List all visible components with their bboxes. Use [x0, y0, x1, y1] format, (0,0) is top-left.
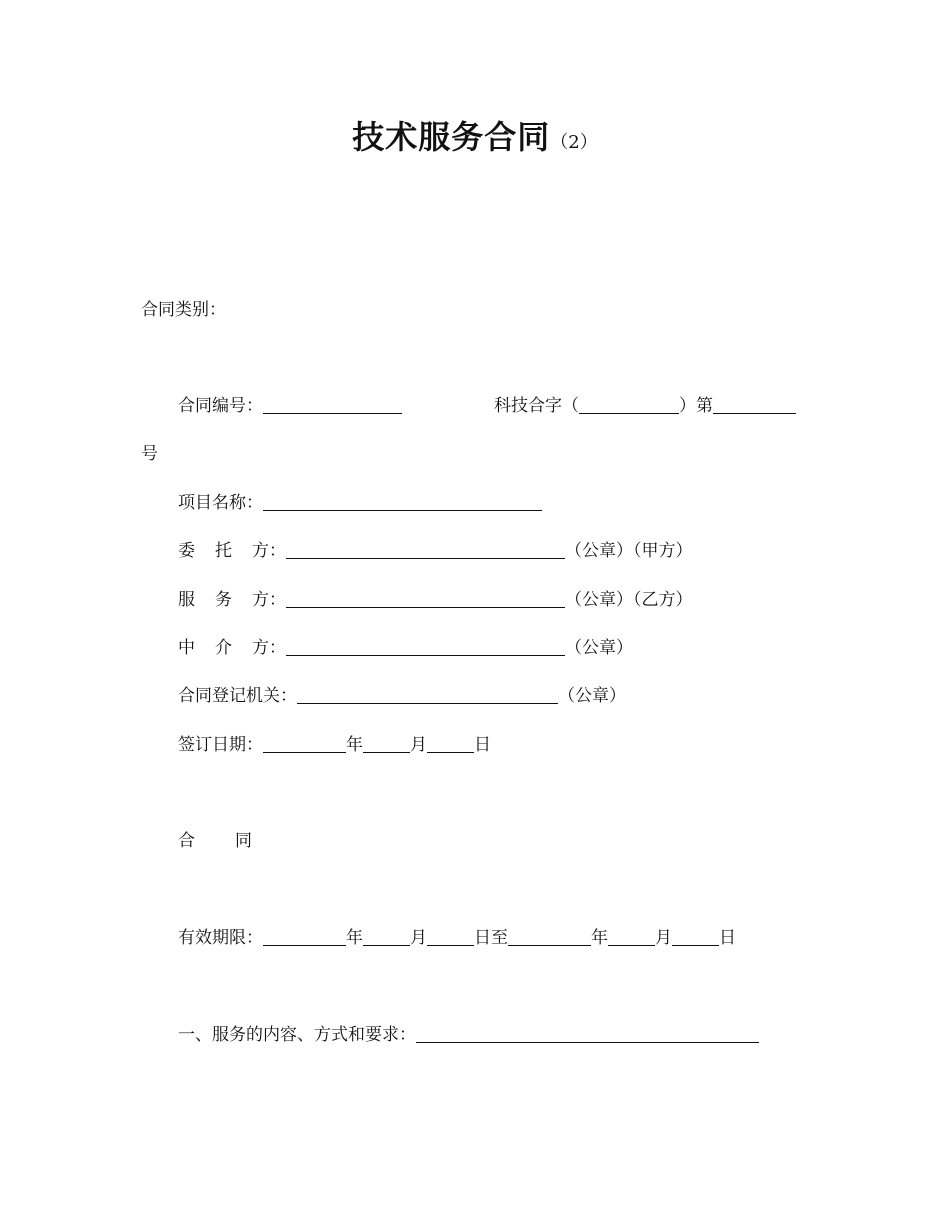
- client-label-3: 方：: [252, 541, 286, 561]
- intermediary-field[interactable]: [286, 637, 565, 656]
- client-row: [178, 540, 693, 562]
- contract-ref-number-field[interactable]: [713, 395, 796, 414]
- project-name-row: [178, 492, 542, 514]
- service-provider-label-2: 务: [215, 590, 232, 610]
- contract-type-label: 合同类别：: [141, 300, 226, 320]
- section1-label: 一、服务的内容、方式和要求：: [178, 1025, 416, 1045]
- section1-field[interactable]: [416, 1024, 759, 1043]
- validity-end-month-field[interactable]: [608, 927, 655, 946]
- validity-day2-label: 日: [719, 928, 736, 948]
- registry-seal: （公章）: [558, 686, 626, 706]
- validity-row: [178, 927, 736, 949]
- sign-year-field[interactable]: [263, 734, 346, 753]
- sign-day-label: 日: [474, 735, 491, 755]
- sign-year-label: 年: [346, 735, 363, 755]
- sign-month-label: 月: [410, 735, 427, 755]
- document-title: [0, 112, 950, 158]
- contract-heading-2: 同: [235, 831, 252, 851]
- service-provider-row: [178, 589, 693, 611]
- service-provider-field[interactable]: [286, 589, 565, 608]
- project-name-label: 项目名称：: [178, 493, 263, 513]
- contract-no-label: 合同编号：: [178, 396, 263, 416]
- contract-no-field[interactable]: [263, 395, 402, 414]
- registry-row: [178, 685, 626, 707]
- intermediary-seal: （公章）: [565, 638, 633, 658]
- validity-day-to-label: 日至: [474, 928, 508, 948]
- client-label-2: 托: [215, 541, 232, 561]
- contract-ref-row: [494, 395, 796, 417]
- validity-month-label: 月: [410, 928, 427, 948]
- service-provider-label-1: 服: [178, 590, 195, 610]
- validity-year2-label: 年: [591, 928, 608, 948]
- validity-start-year-field[interactable]: [263, 927, 346, 946]
- contract-ref-prefix: 科技合字（: [494, 396, 579, 416]
- contract-ref-mid: ）第: [679, 396, 713, 416]
- contract-heading-1: 合: [178, 831, 195, 851]
- contract-ref-year-field[interactable]: [579, 395, 679, 414]
- registry-field[interactable]: [297, 685, 558, 704]
- intermediary-row: [178, 637, 633, 659]
- intermediary-label-3: 方：: [252, 638, 286, 658]
- contract-heading: [178, 830, 252, 852]
- service-provider-label-3: 方：: [252, 590, 286, 610]
- title-main: 技术服务合同: [352, 118, 551, 156]
- service-provider-seal: （公章）（乙方）: [565, 590, 693, 610]
- validity-end-year-field[interactable]: [508, 927, 591, 946]
- sign-date-row: [178, 734, 491, 756]
- client-label-1: 委: [178, 541, 195, 561]
- validity-start-day-field[interactable]: [427, 927, 474, 946]
- client-field[interactable]: [286, 540, 565, 559]
- sign-day-field[interactable]: [427, 734, 474, 753]
- registry-label: 合同登记机关：: [178, 686, 297, 706]
- client-seal: （公章）（甲方）: [565, 541, 693, 561]
- validity-month2-label: 月: [655, 928, 672, 948]
- validity-start-month-field[interactable]: [363, 927, 410, 946]
- intermediary-label-2: 介: [215, 638, 232, 658]
- project-name-field[interactable]: [263, 492, 542, 511]
- validity-year-label: 年: [346, 928, 363, 948]
- validity-label: 有效期限：: [178, 928, 263, 948]
- validity-end-day-field[interactable]: [672, 927, 719, 946]
- sign-date-label: 签订日期：: [178, 735, 263, 755]
- contract-no-row: [178, 395, 402, 417]
- sign-month-field[interactable]: [363, 734, 410, 753]
- contract-ref-suffix: 号: [141, 444, 158, 464]
- title-sub: （2）: [550, 132, 598, 153]
- intermediary-label-1: 中: [178, 638, 195, 658]
- section1-row: [178, 1024, 759, 1046]
